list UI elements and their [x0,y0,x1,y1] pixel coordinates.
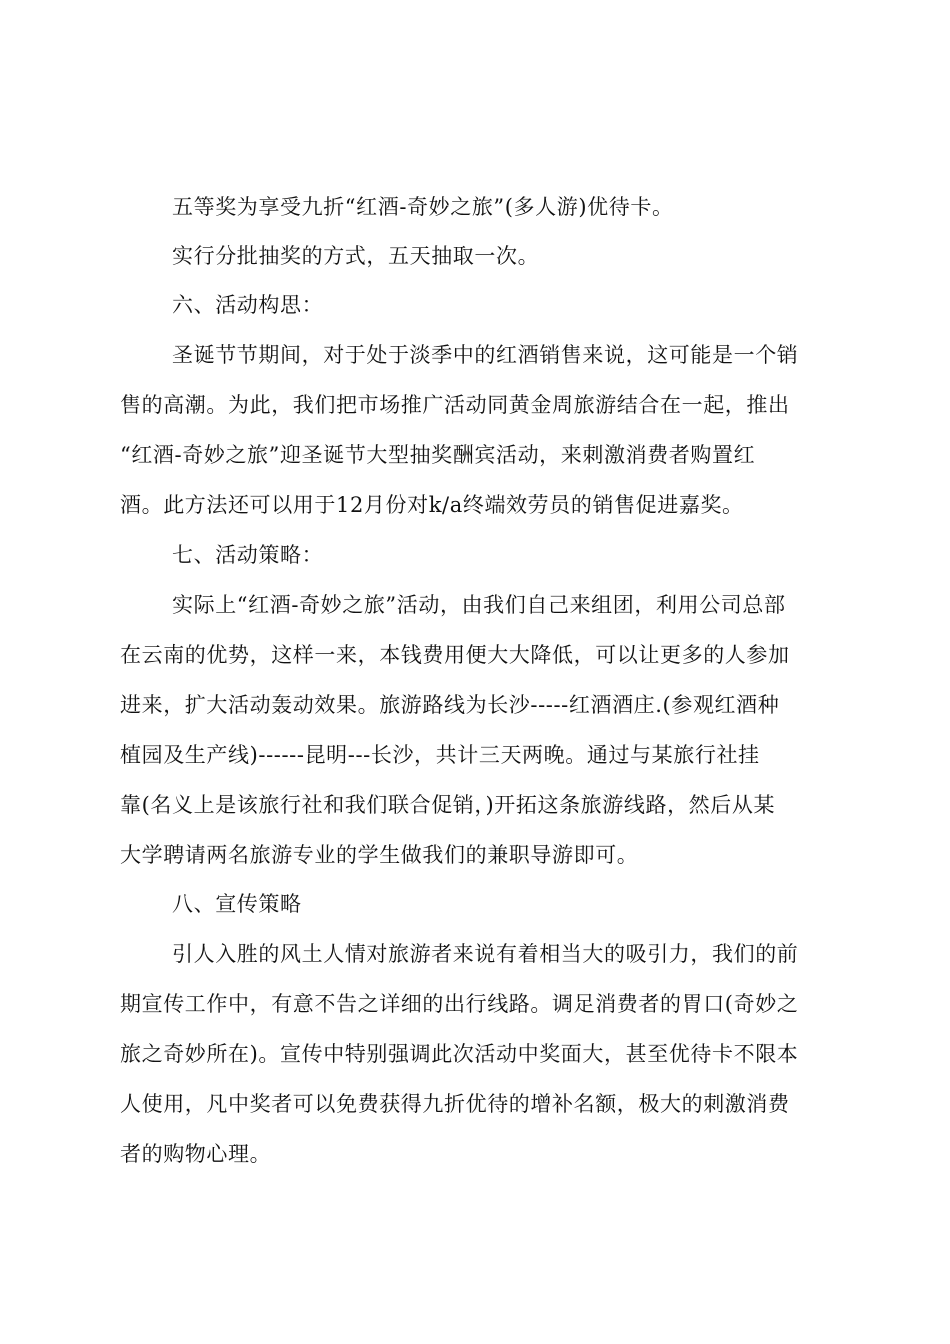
heading-activity-concept: 六、活动构思： [172,293,324,317]
paragraph-publicity-line-1: 引人入胜的风土人情对旅游者来说有着相当大的吸引力，我们的前 [172,942,799,966]
heading-publicity-strategy: 八、宣传策略 [172,892,302,916]
paragraph-concept-line-2: 售的高潮。为此，我们把市场推广活动同黄金周旅游结合在一起，推出 [120,393,790,417]
paragraph-strategy-line-2: 在云南的优势，这样一来，本钱费用便大大降低，可以让更多的人参加 [120,643,790,667]
paragraph-publicity-line-2: 期宣传工作中，有意不告之详细的出行线路。调足消费者的胃口(奇妙之 [120,992,799,1016]
paragraph-strategy-line-1: 实际上“红酒-奇妙之旅”活动，由我们自己来组团，利用公司总部 [172,593,786,617]
heading-activity-strategy: 七、活动策略： [172,543,324,567]
paragraph-strategy-line-4: 植园及生产线)------昆明---长沙，共计三天两晚。通过与某旅行社挂 [120,743,760,767]
paragraph-concept-line-1: 圣诞节节期间，对于处于淡季中的红酒销售来说，这可能是一个销 [172,343,799,367]
paragraph-strategy-line-6: 大学聘请两名旅游专业的学生做我们的兼职导游即可。 [120,843,639,867]
paragraph-concept-line-3: “红酒-奇妙之旅”迎圣诞节大型抽奖酬宾活动，来刺激消费者购置红 [120,443,756,467]
paragraph-strategy-line-5: 靠(名义上是该旅行社和我们联合促销，)开拓这条旅游线路，然后从某 [120,793,776,817]
paragraph-draw-line-1: 实行分批抽奖的方式，五天抽取一次。 [172,244,540,268]
paragraph-prize-line-1: 五等奖为享受九折“红酒-奇妙之旅”(多人游)优待卡。 [172,195,674,219]
paragraph-publicity-line-5: 者的购物心理。 [120,1142,272,1166]
paragraph-concept-line-4: 酒。此方法还可以用于12月份对k/a终端效劳员的销售促进嘉奖。 [120,493,744,517]
paragraph-publicity-line-4: 人使用，凡中奖者可以免费获得九折优待的增补名额，极大的刺激消费 [120,1092,790,1116]
paragraph-publicity-line-3: 旅之奇妙所在)。宣传中特别强调此次活动中奖面大，甚至优待卡不限本 [120,1042,799,1066]
paragraph-strategy-line-3: 进来，扩大活动轰动效果。旅游路线为长沙-----红酒酒庄.(参观红酒种 [120,693,780,717]
